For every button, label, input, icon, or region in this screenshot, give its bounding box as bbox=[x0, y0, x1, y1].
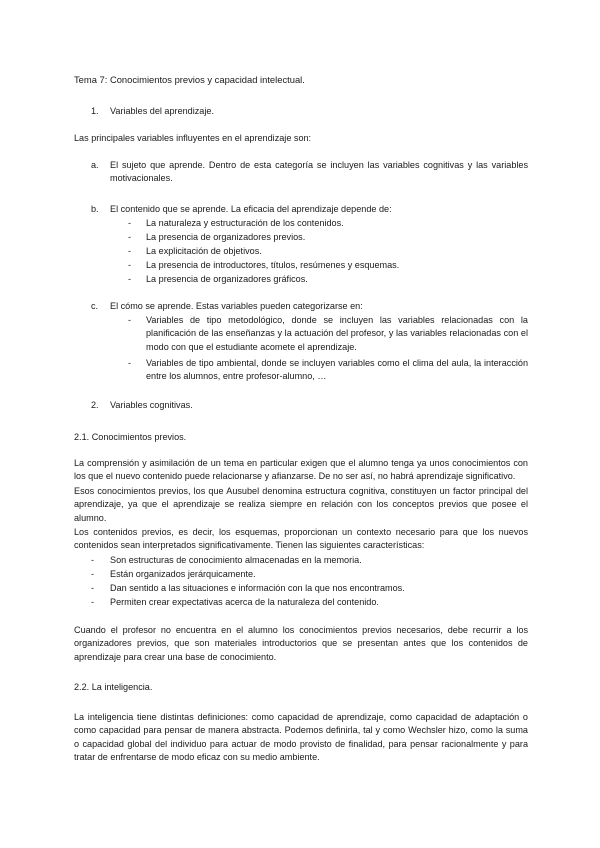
item-b-subitem: La naturaleza y estructuración de los contenidos. bbox=[146, 218, 344, 228]
item-b-subitem: La presencia de introductores, títulos, resúmenes y esquemas. bbox=[146, 260, 400, 270]
characteristic-item: Permiten crear expectativas acerca de la naturaleza del contenido. bbox=[110, 597, 379, 607]
item-c-text: El cómo se aprende. Estas variables pueden categorizarse en: bbox=[110, 301, 363, 311]
section-2-1-paragraph: Cuando el profesor no encuentra en el alumno los conocimientos previos necesarios, debe recurrir a los organizadores previos, que son materiales introductorios que se presentan antes que los contenidos de aprendizaje para crear una base de conocimiento. bbox=[74, 625, 528, 662]
item-b-bullet: - bbox=[128, 260, 132, 270]
item-b-text: El contenido que se aprende. La eficacia del aprendizaje depende de: bbox=[110, 204, 392, 214]
intro-text: Las principales variables influyentes en el aprendizaje son: bbox=[74, 133, 312, 143]
characteristic-item: Dan sentido a las situaciones e información con la que nos encontramos. bbox=[110, 583, 405, 593]
characteristic-bullet: - bbox=[91, 583, 95, 593]
section-2-number: 2. bbox=[91, 400, 99, 410]
item-b-bullet: - bbox=[128, 218, 132, 228]
section-2-1-paragraph: Los contenidos previos, es decir, los esquemas, proporcionan un contexto necesario para que los nuevos contenidos sean interpretados significativamente. Tienen las siguientes características: bbox=[74, 527, 528, 551]
item-c-bullet: - bbox=[128, 358, 132, 368]
item-b-bullet: - bbox=[128, 246, 132, 256]
section-2-1-paragraph: La comprensión y asimilación de un tema en particular exigen que el alumno tenga ya unos conocimientos con los que el nuevo contenido puede relacionarse y afianzarse. De no ser así, no habrá aprendizaje significativo. bbox=[74, 458, 528, 482]
item-b-bullet: - bbox=[128, 274, 132, 284]
characteristic-bullet: - bbox=[91, 555, 95, 565]
section-2-2-heading: 2.2. La inteligencia. bbox=[74, 682, 153, 692]
characteristic-bullet: - bbox=[91, 569, 95, 579]
section-2-heading: Variables cognitivas. bbox=[110, 400, 193, 410]
section-2-1-paragraph: Esos conocimientos previos, los que Ausubel denomina estructura cognitiva, constituyen un factor principal del aprendizaje, ya que el aprendizaje se realiza siempre en relación con los conceptos previos que posee el alumno. bbox=[74, 486, 528, 523]
section-2-2-paragraph: La inteligencia tiene distintas definiciones: como capacidad de aprendizaje, como capacidad de adaptación o como capacidad para pensar de manera abstracta. Podemos definirla, tal y como Wechsler hizo, como la suma o capacidad global del individuo para actuar de modo provisto de finalidad, para pensar racionalmente y para tratar de enfrentarse de modo eficaz con su medio ambiente. bbox=[74, 712, 528, 763]
section-1-heading: Variables del aprendizaje. bbox=[110, 106, 214, 116]
item-b-subitem: La presencia de organizadores gráficos. bbox=[146, 274, 308, 284]
item-b-subitem: La explicitación de objetivos. bbox=[146, 246, 262, 256]
item-b-letter: b. bbox=[91, 204, 99, 214]
item-a-letter: a. bbox=[91, 160, 99, 170]
item-a-text: El sujeto que aprende. Dentro de esta categoría se incluyen las variables cognitivas y las variables motivacionales. bbox=[110, 160, 528, 184]
item-b-bullet: - bbox=[128, 232, 132, 242]
item-c-subitem: Variables de tipo ambiental, donde se incluyen variables como el clima del aula, la interacción entre los alumnos, entre profesor-alumno, … bbox=[146, 358, 528, 382]
item-c-subitem: Variables de tipo metodológico, donde se incluyen las variables relacionadas con la planificación de las enseñanzas y la actuación del profesor, y las variables relacionadas con el modo con que el estudiante acomete el aprendizaje. bbox=[146, 315, 528, 352]
section-2-1-heading: 2.1. Conocimientos previos. bbox=[74, 432, 187, 442]
item-c-bullet: - bbox=[128, 315, 132, 325]
characteristic-item: Son estructuras de conocimiento almacenadas en la memoria. bbox=[110, 555, 362, 565]
section-1-number: 1. bbox=[91, 106, 99, 116]
characteristic-item: Están organizados jerárquicamente. bbox=[110, 569, 256, 579]
item-b-subitem: La presencia de organizadores previos. bbox=[146, 232, 306, 242]
characteristic-bullet: - bbox=[91, 597, 95, 607]
document-title: Tema 7: Conocimientos previos y capacidad intelectual. bbox=[74, 74, 305, 85]
item-c-letter: c. bbox=[91, 301, 99, 311]
